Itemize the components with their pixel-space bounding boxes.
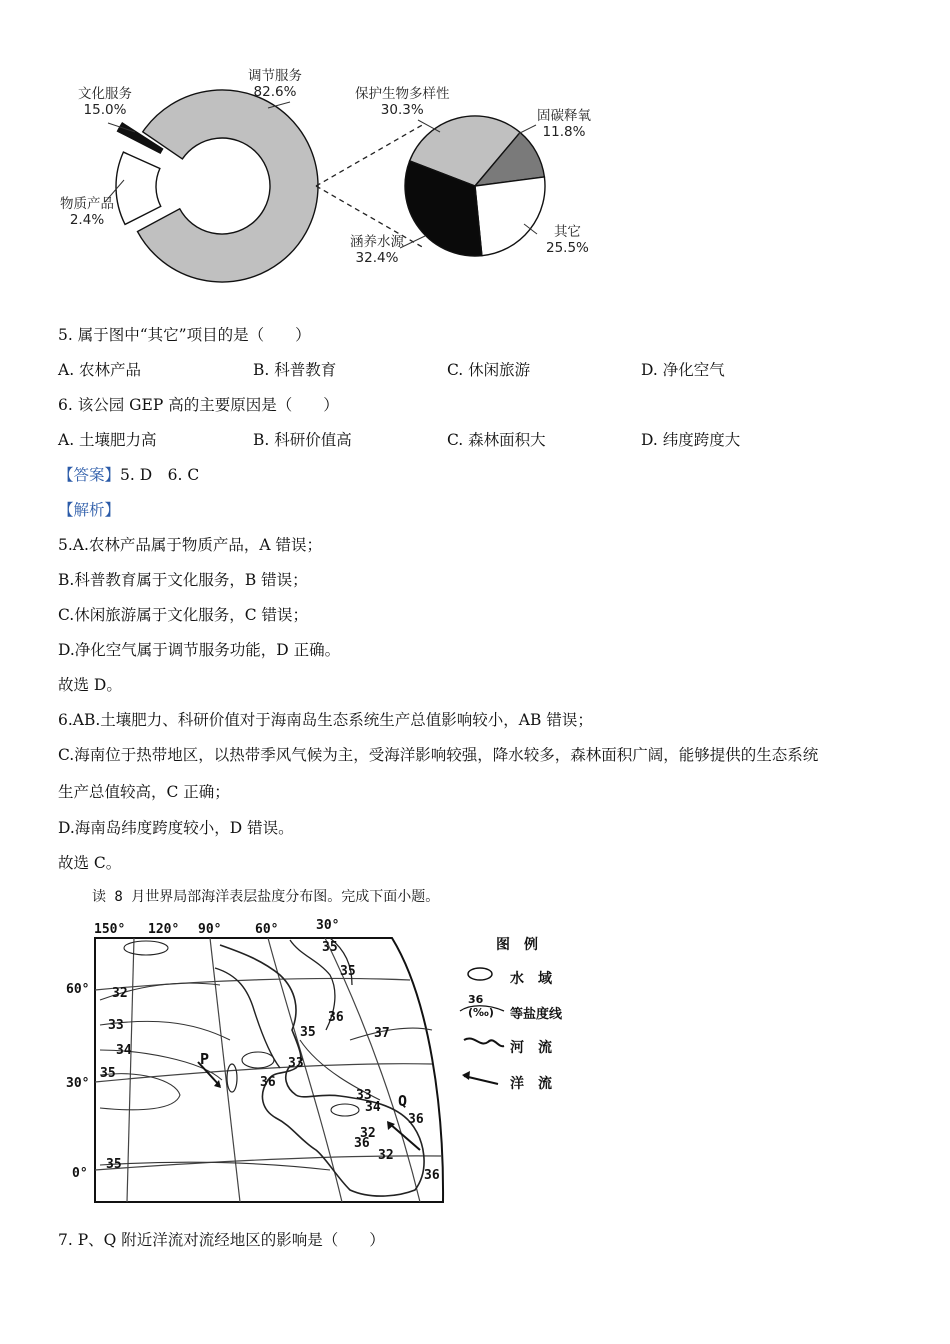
q7-stem: 7. P、Q 附近洋流对流经地区的影响是（ ） xyxy=(58,1231,385,1249)
legend-symbols xyxy=(458,964,508,1094)
lat-label: 0° xyxy=(72,1166,88,1181)
river-icon xyxy=(464,1038,504,1046)
q5-option-d: D. 净化空气 xyxy=(641,361,725,379)
isoline-label: 34 xyxy=(365,1100,381,1115)
isoline-label: 36 xyxy=(354,1136,370,1151)
isoline-label: 36 xyxy=(424,1168,440,1183)
answer-text: 5. D 6. C xyxy=(120,466,200,484)
isoline-label: 35 xyxy=(100,1066,116,1081)
legend-river: 河 流 xyxy=(510,1040,552,1056)
label-other: 其它 25.5% xyxy=(546,224,589,256)
label-regulation: 调节服务 82.6% xyxy=(248,68,302,100)
q6-stem: 6. 该公园 GEP 高的主要原因是（ ） xyxy=(58,396,339,414)
legend-current: 洋 流 xyxy=(510,1076,552,1092)
isoline-label: 37 xyxy=(374,1026,390,1041)
label-material: 物质产品 2.4% xyxy=(60,196,114,228)
analysis-line: C.海南位于热带地区，以热带季风气候为主，受海洋影响较强，降水较多，森林面积广阔，能够提供的生态系统 xyxy=(58,746,819,764)
legend-water: 水 域 xyxy=(510,971,552,987)
lon-label: 120° xyxy=(148,922,180,937)
analysis-tag: 【解析】 xyxy=(58,501,121,519)
label-water: 涵养水源 32.4% xyxy=(350,234,404,266)
map-intro: 读 8 月世界局部海洋表层盐度分布图。完成下面小题。 xyxy=(92,889,440,905)
legend-isoline: 等盐度线 xyxy=(510,1007,563,1022)
isoline-label: 32 xyxy=(378,1148,394,1163)
isoline-label: 33 xyxy=(108,1018,124,1033)
isoline-label: 35 xyxy=(106,1157,122,1172)
isoline-label: 35 xyxy=(340,964,356,979)
q5-option-a: A. 农林产品 xyxy=(58,361,142,379)
analysis-line: 生产总值较高，C 正确； xyxy=(58,783,230,801)
q6-option-b: B. 科研价值高 xyxy=(253,431,352,449)
lat-label: 60° xyxy=(66,982,90,997)
isoline-label: 34 xyxy=(116,1043,132,1058)
analysis-line: 故选 D。 xyxy=(58,676,122,694)
water-icon xyxy=(468,968,492,980)
analysis-line: 6.AB.土壤肥力、科研价值对于海南岛生态系统生产总值影响较小，AB 错误； xyxy=(58,711,593,729)
isoline-label: 36 xyxy=(408,1112,424,1127)
q5-option-c: C. 休闲旅游 xyxy=(447,361,531,379)
answer-tag: 【答案】 xyxy=(58,466,121,484)
isoline-label: 36 xyxy=(328,1010,344,1025)
lon-label: 60° xyxy=(255,922,279,937)
legend-title: 图 例 xyxy=(496,937,538,953)
q6-option-d: D. 纬度跨度大 xyxy=(641,431,741,449)
isoline-label: 33 xyxy=(288,1056,304,1071)
lat-label: 30° xyxy=(66,1076,90,1091)
point-p: P xyxy=(200,1050,210,1068)
analysis-line: 故选 C。 xyxy=(58,854,122,872)
analysis-line: D.海南岛纬度跨度较小，D 错误。 xyxy=(58,819,294,837)
lon-label: 90° xyxy=(198,922,222,937)
q5-stem: 5. 属于图中“其它”项目的是（ ） xyxy=(58,326,311,344)
legend-isoline-sample: 36 (‰) xyxy=(468,993,494,1019)
lon-label: 150° xyxy=(94,922,126,937)
label-carbon: 固碳释氧 11.8% xyxy=(537,108,591,140)
analysis-line: D.净化空气属于调节服务功能，D 正确。 xyxy=(58,641,341,659)
q6-option-c: C. 森林面积大 xyxy=(447,431,546,449)
label-culture: 文化服务 15.0% xyxy=(78,86,132,118)
lon-label: 30° xyxy=(316,918,340,933)
analysis-line: B.科普教育属于文化服务，B 错误； xyxy=(58,571,308,589)
q6-option-a: A. 土壤肥力高 xyxy=(58,431,157,449)
isoline-label: 32 xyxy=(360,1126,376,1141)
label-biodiversity: 保护生物多样性 30.3% xyxy=(355,86,450,118)
isoline-label: 33 xyxy=(356,1088,372,1103)
isoline-label: 35 xyxy=(300,1025,316,1040)
isoline-label: 32 xyxy=(112,986,128,1001)
isoline-label: 35 xyxy=(322,940,338,955)
q5-option-b: B. 科普教育 xyxy=(253,361,337,379)
analysis-line: C.休闲旅游属于文化服务，C 错误； xyxy=(58,606,309,624)
isoline-label: 36 xyxy=(260,1075,276,1090)
point-q: Q xyxy=(398,1092,408,1110)
analysis-line: 5.A.农林产品属于物质产品，A 错误； xyxy=(58,536,323,554)
